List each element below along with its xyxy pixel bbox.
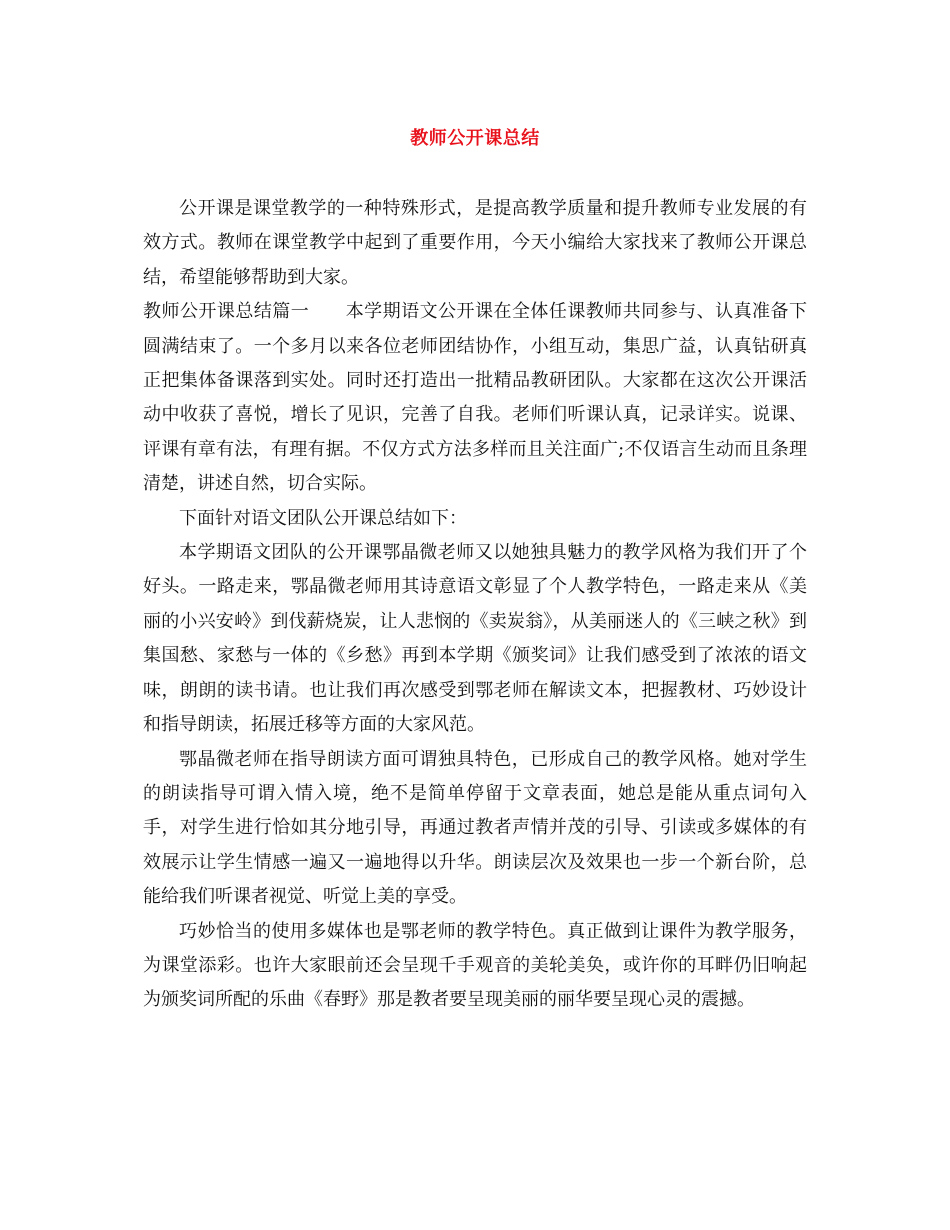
document-body bbox=[143, 192, 807, 1018]
section-body-text: 本学期语文公开课在全体任课教师共同参与、认真准备下圆满结束了。一个多月以来各位老师团结协作，小组互动，集思广益，认真钻研真正把集体备课落到实处。同时还打造出一批精品教研团队。大家都在这次公开课活动中收获了喜悦，增长了见识，完善了自我。老师们听课认真，记录详实。说课、评课有章有法，有理有据。不仅方式方法多样而且关注面广;不仅语言生动而且条理清楚，讲述自然，切合实际。 bbox=[143, 301, 807, 495]
section-heading: 教师公开课总结篇一 bbox=[143, 301, 310, 323]
body-paragraph-2: 鄂晶微老师在指导朗读方面可谓独具特色，已形成自己的教学风格。她对学生的朗读指导可谓入情入境，绝不是简单停留于文章表面，她总是能从重点词句入手，对学生进行恰如其分地引导，再通过教者声情并茂的引导、引读或多媒体的有效展示让学生情感一遍又一遍地得以升华。朗读层次及效果也一步一个新台阶，总能给我们听课者视觉、听觉上美的享受。 bbox=[143, 748, 807, 908]
section-paragraph bbox=[143, 295, 807, 501]
body-paragraph-3: 巧妙恰当的使用多媒体也是鄂老师的教学特色。真正做到让课件为教学服务，为课堂添彩。也许大家眼前还会呈现千手观音的美轮美奂，或许你的耳畔仍旧响起为颁奖词所配的乐曲《春野》那是教者要呈现美丽的丽华要呈现心灵的震撼。 bbox=[143, 920, 807, 1011]
document-title: 教师公开课总结 bbox=[410, 128, 540, 149]
intro-paragraph: 公开课是课堂教学的一种特殊形式，是提高教学质量和提升教师专业发展的有效方式。教师在课堂教学中起到了重要作用，今天小编给大家找来了教师公开课总结，希望能够帮助到大家。 bbox=[143, 198, 807, 288]
summary-intro-paragraph: 下面针对语文团队公开课总结如下： bbox=[179, 507, 467, 529]
body-paragraph-1: 本学期语文团队的公开课鄂晶微老师又以她独具魅力的教学风格为我们开了个好头。一路走来，鄂晶微老师用其诗意语文彰显了个人教学特色，一路走来从《美丽的小兴安岭》到伐薪烧炭，让人悲悯的《卖炭翁》，从美丽迷人的《三峡之秋》到集国愁、家愁与一体的《乡愁》再到本学期《颁奖词》让我们感受到了浓浓的语文味，朗朗的读书请。也让我们再次感受到鄂老师在解读文本，把握教材、巧妙设计和指导朗读，拓展迁移等方面的大家风范。 bbox=[143, 542, 807, 736]
